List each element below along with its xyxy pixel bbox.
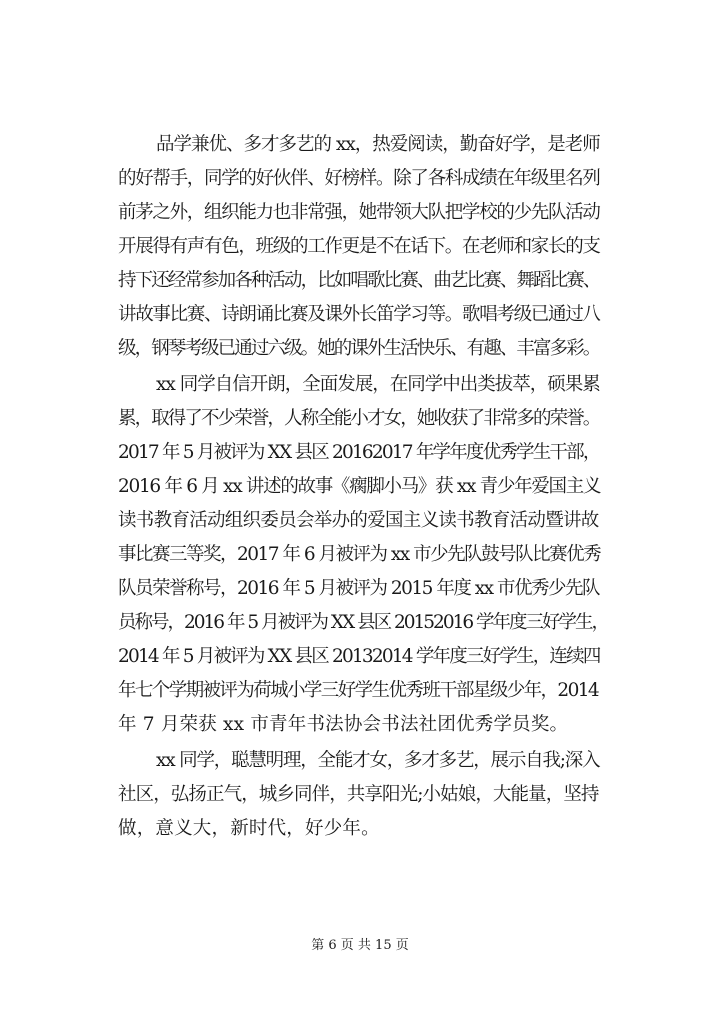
text-line: 做，意义大，新时代，好少年。 [118,818,380,839]
text-line: 队员荣誉称号，2016 年 5 月被评为 2015 年度 xx 市优秀少先队 [118,578,599,599]
text-line: 品学兼优、多才多艺的 xx，热爱阅读，勤奋好学，是老师 [156,134,600,155]
text-line: 讲故事比赛、诗朗诵比赛及课外长笛学习等。歌唱考级已通过八 [118,304,600,325]
text-line: xx 同学，聪慧明理，全能才女，多才多艺，展示自我;深入 [156,750,600,771]
text-line: 员称号，2016 年 5 月被评为 XX 县区 20152016 学年度三好学生， [118,612,609,633]
text-line: 2016 年 6 月 xx 讲述的故事《瘸脚小马》获 xx 青少年爱国主义 [118,476,601,497]
text-line: 级，钢琴考级已通过六级。她的课外生活快乐、有趣、丰富多彩。 [118,338,600,359]
text-line: 2014 年 5 月被评为 XX 县区 20132014 学年度三好学生，连续四 [118,646,600,667]
text-line: 开展得有声有色，班级的工作更是不在话下。在老师和家长的支 [118,236,600,257]
text-line: 读书教育活动组织委员会举办的爱国主义读书教育活动暨讲故 [118,510,599,531]
text-line: 前茅之外，组织能力也非常强，她带领大队把学校的少先队活动 [118,202,600,223]
text-line: 累，取得了不少荣誉，人称全能小才女，她收获了非常多的荣誉。 [118,408,600,429]
text-line: 年 7 月荣获 xx 市青年书法协会书法社团优秀学员奖。 [118,714,569,735]
text-line: 的好帮手，同学的好伙伴、好榜样。除了各科成绩在年级里名列 [118,168,600,189]
page-number-footer: 第 6 页 共 15 页 [311,938,409,953]
text-line: 事比赛三等奖，2017 年 6 月被评为 xx 市少先队鼓号队比赛优秀 [118,544,601,565]
text-line: xx 同学自信开朗，全面发展，在同学中出类拔萃，硕果累 [156,374,600,395]
text-line: 社区，弘扬正气，城乡同伴，共享阳光;小姑娘，大能量，坚持 [118,784,599,805]
text-line: 年七个学期被评为荷城小学三好学生优秀班干部星级少年，2014 [118,680,599,701]
text-line: 持下还经常参加各种活动，比如唱歌比赛、曲艺比赛、舞蹈比赛、 [118,270,600,291]
text-line: 2017 年 5 月被评为 XX 县区 20162017 年学年度优秀学生干部， [118,442,600,463]
